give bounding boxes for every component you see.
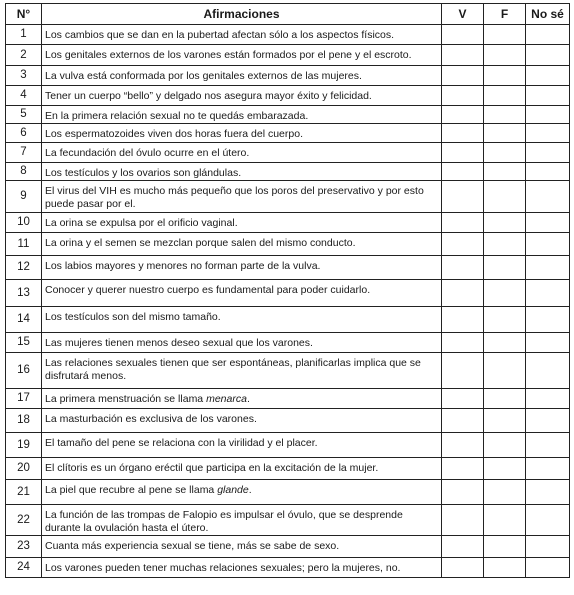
header-true: V (442, 4, 484, 25)
statement-text: Las mujeres tienen menos deseo sexual que los varones. (42, 333, 442, 353)
table-row (6, 333, 570, 353)
header-false: F (484, 4, 526, 25)
table-row (6, 353, 570, 389)
unknown-checkbox-cell[interactable] (526, 536, 570, 558)
false-checkbox-cell[interactable] (484, 558, 526, 578)
true-checkbox-cell[interactable] (442, 163, 484, 181)
unknown-checkbox-cell[interactable] (526, 558, 570, 578)
true-checkbox-cell[interactable] (442, 213, 484, 233)
row-number: 18 (6, 409, 42, 433)
false-checkbox-cell[interactable] (484, 163, 526, 181)
unknown-checkbox-cell[interactable] (526, 233, 570, 256)
row-number: 11 (6, 233, 42, 256)
statement-text: Los varones pueden tener muchas relaciones sexuales; pero la mujeres, no. (42, 558, 442, 578)
false-checkbox-cell[interactable] (484, 213, 526, 233)
true-checkbox-cell[interactable] (442, 45, 484, 66)
unknown-checkbox-cell[interactable] (526, 333, 570, 353)
true-checkbox-cell[interactable] (442, 66, 484, 86)
unknown-checkbox-cell[interactable] (526, 458, 570, 480)
table-row (6, 256, 570, 280)
table-row (6, 106, 570, 124)
true-checkbox-cell[interactable] (442, 233, 484, 256)
unknown-checkbox-cell[interactable] (526, 307, 570, 333)
row-number: 15 (6, 333, 42, 353)
table-row (6, 280, 570, 307)
table-row (6, 181, 570, 213)
header-statements: Afirmaciones (42, 4, 442, 25)
true-checkbox-cell[interactable] (442, 389, 484, 409)
statement-text-start: La piel que recubre al pene se llama (45, 484, 218, 496)
false-checkbox-cell[interactable] (484, 181, 526, 213)
table-row (6, 124, 570, 143)
statement-text (42, 480, 442, 505)
unknown-checkbox-cell[interactable] (526, 353, 570, 389)
unknown-checkbox-cell[interactable] (526, 143, 570, 163)
true-checkbox-cell[interactable] (442, 433, 484, 458)
statement-text: La orina y el semen se mezclan porque salen del mismo conducto. (42, 233, 442, 256)
table-row (6, 536, 570, 558)
statement-text: El clítoris es un órgano eréctil que participa en la excitación de la mujer. (42, 458, 442, 480)
statement-term: glande (217, 484, 249, 496)
false-checkbox-cell[interactable] (484, 480, 526, 505)
true-checkbox-cell[interactable] (442, 409, 484, 433)
statement-text: La orina se expulsa por el orificio vaginal. (42, 213, 442, 233)
unknown-checkbox-cell[interactable] (526, 25, 570, 45)
statement-text: Conocer y querer nuestro cuerpo es fundamental para poder cuidarlo. (42, 280, 442, 307)
statement-text: Los testículos son del mismo tamaño. (42, 307, 442, 333)
unknown-checkbox-cell[interactable] (526, 163, 570, 181)
row-number: 16 (6, 353, 42, 389)
false-checkbox-cell[interactable] (484, 86, 526, 106)
false-checkbox-cell[interactable] (484, 333, 526, 353)
unknown-checkbox-cell[interactable] (526, 480, 570, 505)
header-row (6, 4, 570, 25)
statement-text-end: . (248, 484, 252, 496)
row-number: 13 (6, 280, 42, 307)
unknown-checkbox-cell[interactable] (526, 280, 570, 307)
false-checkbox-cell[interactable] (484, 536, 526, 558)
header-number: N° (6, 4, 42, 25)
row-number: 3 (6, 66, 42, 86)
true-checkbox-cell[interactable] (442, 181, 484, 213)
table-row (6, 233, 570, 256)
row-number: 4 (6, 86, 42, 106)
unknown-checkbox-cell[interactable] (526, 66, 570, 86)
table-row (6, 409, 570, 433)
row-number: 2 (6, 45, 42, 66)
unknown-checkbox-cell[interactable] (526, 433, 570, 458)
true-checkbox-cell[interactable] (442, 307, 484, 333)
false-checkbox-cell[interactable] (484, 106, 526, 124)
row-number: 14 (6, 307, 42, 333)
unknown-checkbox-cell[interactable] (526, 181, 570, 213)
statement-text: La masturbación es exclusiva de los varones. (42, 409, 442, 433)
row-number: 6 (6, 124, 42, 143)
unknown-checkbox-cell[interactable] (526, 45, 570, 66)
false-checkbox-cell[interactable] (484, 256, 526, 280)
row-number: 10 (6, 213, 42, 233)
unknown-checkbox-cell[interactable] (526, 389, 570, 409)
true-checkbox-cell[interactable] (442, 106, 484, 124)
true-checkbox-cell[interactable] (442, 86, 484, 106)
statement-text: El virus del VIH es mucho más pequeño que los poros del preservativo y por esto puede pasar por el. (42, 181, 442, 213)
false-checkbox-cell[interactable] (484, 409, 526, 433)
table-row (6, 163, 570, 181)
row-number: 24 (6, 558, 42, 578)
table-row (6, 433, 570, 458)
statement-text: Los cambios que se dan en la pubertad afectan sólo a los aspectos físicos. (42, 25, 442, 45)
statement-text (42, 389, 442, 409)
table-row (6, 25, 570, 45)
unknown-checkbox-cell[interactable] (526, 106, 570, 124)
statement-text: La vulva está conformada por los genitales externos de las mujeres. (42, 66, 442, 86)
true-checkbox-cell[interactable] (442, 333, 484, 353)
statement-text: Tener un cuerpo “bello” y delgado nos asegura mayor éxito y felicidad. (42, 86, 442, 106)
true-checkbox-cell[interactable] (442, 143, 484, 163)
row-number: 7 (6, 143, 42, 163)
row-number: 5 (6, 106, 42, 124)
false-checkbox-cell[interactable] (484, 45, 526, 66)
table-row (6, 505, 570, 536)
false-checkbox-cell[interactable] (484, 66, 526, 86)
true-checkbox-cell[interactable] (442, 558, 484, 578)
unknown-checkbox-cell[interactable] (526, 213, 570, 233)
row-number: 23 (6, 536, 42, 558)
true-checkbox-cell[interactable] (442, 124, 484, 143)
table-row (6, 213, 570, 233)
true-checkbox-cell[interactable] (442, 353, 484, 389)
row-number: 1 (6, 25, 42, 45)
table-row (6, 143, 570, 163)
unknown-checkbox-cell[interactable] (526, 505, 570, 536)
row-number: 20 (6, 458, 42, 480)
row-number: 17 (6, 389, 42, 409)
unknown-checkbox-cell[interactable] (526, 124, 570, 143)
table-row (6, 307, 570, 333)
statement-text: En la primera relación sexual no te quedás embarazada. (42, 106, 442, 124)
header-unknown: No sé (526, 4, 570, 25)
statement-text-end: . (246, 393, 250, 405)
statements-table (5, 3, 570, 578)
statement-text: El tamaño del pene se relaciona con la virilidad y el placer. (42, 433, 442, 458)
table-row (6, 66, 570, 86)
false-checkbox-cell[interactable] (484, 433, 526, 458)
table-row (6, 45, 570, 66)
table-row (6, 458, 570, 480)
statement-text: Los genitales externos de los varones están formados por el pene y el escroto. (42, 45, 442, 66)
false-checkbox-cell[interactable] (484, 505, 526, 536)
true-checkbox-cell[interactable] (442, 458, 484, 480)
statement-text: Los testículos y los ovarios son glándulas. (42, 163, 442, 181)
table-row (6, 558, 570, 578)
true-checkbox-cell[interactable] (442, 480, 484, 505)
false-checkbox-cell[interactable] (484, 233, 526, 256)
statement-text: Los labios mayores y menores no forman parte de la vulva. (42, 256, 442, 280)
true-checkbox-cell[interactable] (442, 505, 484, 536)
false-checkbox-cell[interactable] (484, 143, 526, 163)
true-checkbox-cell[interactable] (442, 280, 484, 307)
statement-text: Las relaciones sexuales tienen que ser espontáneas, planificarlas implica que se disfrutará menos. (42, 353, 442, 389)
row-number: 12 (6, 256, 42, 280)
false-checkbox-cell[interactable] (484, 389, 526, 409)
row-number: 21 (6, 480, 42, 505)
false-checkbox-cell[interactable] (484, 458, 526, 480)
row-number: 22 (6, 505, 42, 536)
table-row (6, 86, 570, 106)
statement-text: La fecundación del óvulo ocurre en el útero. (42, 143, 442, 163)
false-checkbox-cell[interactable] (484, 25, 526, 45)
statement-text: La función de las trompas de Falopio es impulsar el óvulo, que se desprende durante la ovulación hasta el útero. (42, 505, 442, 536)
unknown-checkbox-cell[interactable] (526, 86, 570, 106)
row-number: 19 (6, 433, 42, 458)
false-checkbox-cell[interactable] (484, 353, 526, 389)
unknown-checkbox-cell[interactable] (526, 256, 570, 280)
false-checkbox-cell[interactable] (484, 280, 526, 307)
statement-text: Los espermatozoides viven dos horas fuera del cuerpo. (42, 124, 442, 143)
true-checkbox-cell[interactable] (442, 256, 484, 280)
statement-text-start: La primera menstruación se llama (45, 393, 207, 405)
row-number: 8 (6, 163, 42, 181)
row-number: 9 (6, 181, 42, 213)
statement-term: menarca (206, 393, 247, 405)
statement-text: Cuanta más experiencia sexual se tiene, más se sabe de sexo. (42, 536, 442, 558)
unknown-checkbox-cell[interactable] (526, 409, 570, 433)
true-checkbox-cell[interactable] (442, 536, 484, 558)
table-row (6, 389, 570, 409)
true-checkbox-cell[interactable] (442, 25, 484, 45)
table-row (6, 480, 570, 505)
false-checkbox-cell[interactable] (484, 307, 526, 333)
false-checkbox-cell[interactable] (484, 124, 526, 143)
